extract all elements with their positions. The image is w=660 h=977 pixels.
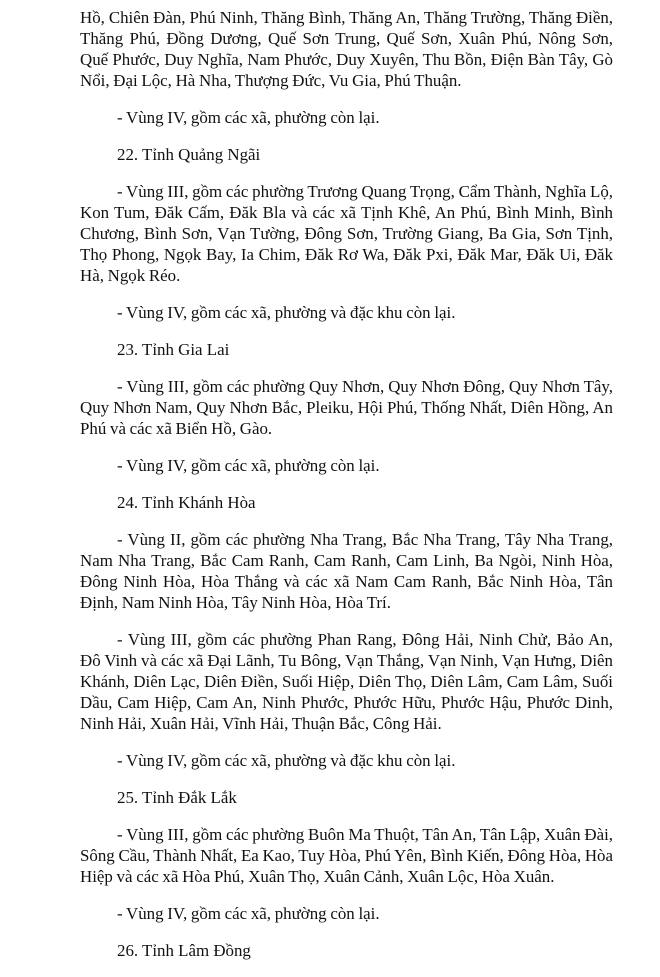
region-iv-paragraph: - Vùng IV, gồm các xã, phường và đặc khu còn lại. (117, 751, 456, 770)
region-iii-paragraph: - Vùng III, gồm các phường Buôn Ma Thuột, Tân An, Tân Lập, Xuân Đài, Sông Cầu, Thành Nhất, Ea Kao, Tuy Hòa, Phú Yên, Bình Kiến, Đông Hòa, Hòa Hiệp và các xã Hòa Phú, Xuân Thọ, Xuân Cảnh, Xuân Lộc, Hòa Xuân. (80, 825, 613, 886)
region-iv-paragraph: - Vùng IV, gồm các xã, phường còn lại. (117, 456, 380, 475)
province-heading-lam-dong: 26. Tỉnh Lâm Đồng (117, 941, 251, 960)
province-heading-dak-lak: 25. Tỉnh Đắk Lắk (117, 788, 237, 807)
region-iii-paragraph: - Vùng III, gồm các phường Phan Rang, Đông Hải, Ninh Chử, Bảo An, Đô Vinh và các xã Đại Lãnh, Tu Bông, Vạn Thắng, Vạn Ninh, Vạn Hưng, Diên Khánh, Diên Lạc, Diên Điền, Suối Hiệp, Diên Thọ, Diên Lâm, Cam Lâm, Suối Dầu, Cam Hiệp, Cam An, Ninh Phước, Phước Hữu, Phước Hậu, Phước Dinh, Ninh Hải, Xuân Hải, Vĩnh Hải, Thuận Bắc, Công Hải. (80, 630, 613, 733)
region-ii-paragraph: - Vùng II, gồm các phường Nha Trang, Bắc Nha Trang, Tây Nha Trang, Nam Nha Trang, Bắc Cam Ranh, Cam Ranh, Cam Linh, Ba Ngòi, Ninh Hòa, Đông Ninh Hòa, Hòa Thắng và các xã Nam Cam Ranh, Bắc Ninh Hòa, Tân Định, Nam Ninh Hòa, Tây Ninh Hòa, Hòa Trí. (80, 530, 613, 612)
province-heading-quang-ngai: 22. Tỉnh Quảng Ngãi (117, 145, 261, 164)
region-iv-paragraph: - Vùng IV, gồm các xã, phường và đặc khu còn lại. (117, 303, 456, 322)
document-page (80, 7, 613, 977)
region-iii-paragraph: - Vùng III, gồm các phường Quy Nhơn, Quy Nhơn Đông, Quy Nhơn Tây, Quy Nhơn Nam, Quy Nhơn Bắc, Pleiku, Hội Phú, Thống Nhất, Diên Hồng, An Phú và các xã Biển Hồ, Gào. (80, 377, 613, 438)
region-iv-paragraph: - Vùng IV, gồm các xã, phường còn lại. (117, 108, 380, 127)
province-heading-gia-lai: 23. Tỉnh Gia Lai (117, 340, 230, 359)
region-iv-paragraph: - Vùng IV, gồm các xã, phường còn lại. (117, 904, 380, 923)
province-heading-khanh-hoa: 24. Tỉnh Khánh Hòa (117, 493, 256, 512)
region-iii-paragraph: - Vùng III, gồm các phường Trương Quang Trọng, Cẩm Thành, Nghĩa Lộ, Kon Tum, Đăk Cấm, Đăk Bla và các xã Tịnh Khê, An Phú, Bình Minh, Bình Chương, Bình Sơn, Vạn Tường, Đông Sơn, Trường Giang, Ba Gia, Sơn Tịnh, Thọ Phong, Ngọk Bay, Ia Chim, Đăk Rơ Wa, Đăk Pxi, Đăk Mar, Đăk Ui, Đăk Hà, Ngọk Réo. (80, 182, 613, 285)
continued-paragraph: Hồ, Chiên Đàn, Phú Ninh, Thăng Bình, Thăng An, Thăng Trường, Thăng Điền, Thăng Phú, Đồng Dương, Quế Sơn Trung, Quế Sơn, Xuân Phú, Nông Sơn, Quế Phước, Duy Nghĩa, Nam Phước, Duy Xuyên, Thu Bồn, Điện Bàn Tây, Gò Nổi, Đại Lộc, Hà Nha, Thượng Đức, Vu Gia, Phú Thuận. (80, 8, 613, 90)
